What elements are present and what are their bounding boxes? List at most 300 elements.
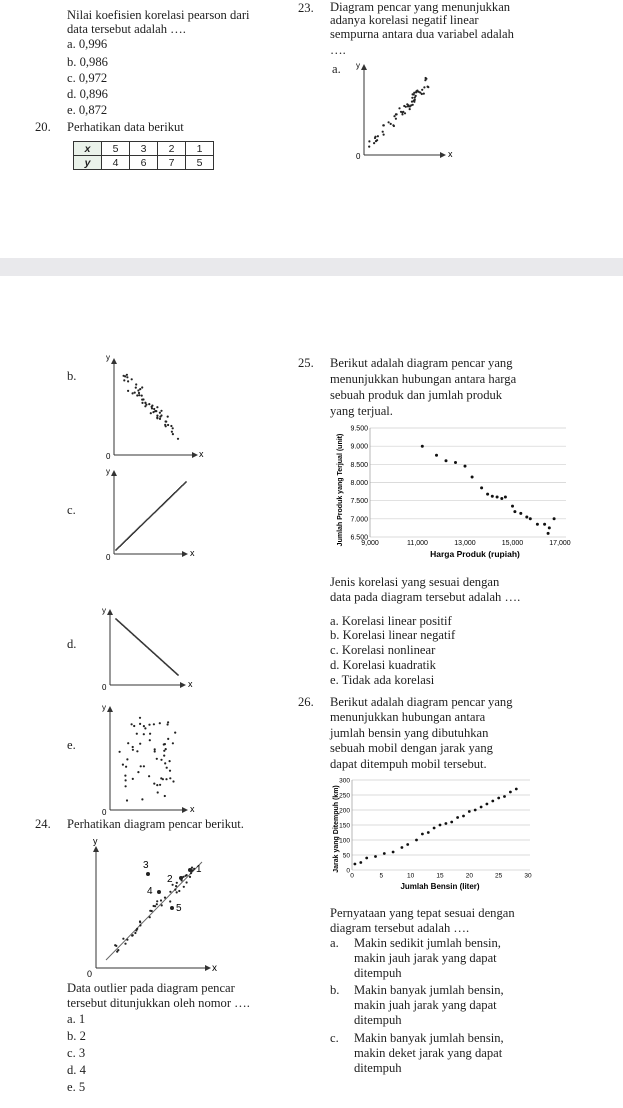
x-axis-arrow-icon xyxy=(182,551,188,557)
scatter-dot xyxy=(127,390,129,392)
q20-data-table xyxy=(73,141,214,170)
scatter-dot xyxy=(424,79,426,81)
x-tick-label: 0 xyxy=(350,872,354,880)
scatter-dot xyxy=(169,900,171,902)
point-label-4: 4 xyxy=(147,886,153,897)
q23-option-b[interactable]: b. xyxy=(67,369,77,383)
scatter-dot xyxy=(156,903,158,905)
scatter-dot xyxy=(411,101,413,103)
scatter-dot xyxy=(124,943,126,945)
y-axis-label: y xyxy=(102,606,106,615)
scatter-dot xyxy=(169,760,171,762)
scatter-dot xyxy=(149,916,151,918)
data-point xyxy=(509,791,512,794)
data-point xyxy=(511,505,514,508)
scatter-dot xyxy=(166,767,168,769)
scatter-dot xyxy=(164,795,166,797)
scatter-dot xyxy=(156,758,158,760)
data-point xyxy=(480,806,483,809)
scatter-dot xyxy=(149,739,151,741)
scatter-dot xyxy=(131,723,133,725)
scatter-dot xyxy=(190,872,192,874)
data-point xyxy=(529,517,532,520)
scatter-dot xyxy=(132,749,134,751)
q23-option-a-plot xyxy=(350,60,460,165)
scatter-dot xyxy=(159,416,161,418)
x-tick-label: 15,000 xyxy=(501,540,524,547)
scatter-dot xyxy=(139,743,141,745)
q24-text-line1: Data outlier pada diagram pencar xyxy=(67,981,235,995)
y-axis-arrow-icon xyxy=(111,470,117,476)
q20-number: 20. xyxy=(35,120,51,134)
scatter-dot xyxy=(138,392,140,394)
scatter-dot xyxy=(136,394,138,396)
scatter-dot xyxy=(177,438,179,440)
x-tick-label: 10 xyxy=(407,872,415,880)
y-axis-label: y xyxy=(93,836,98,846)
scatter-dot xyxy=(132,392,134,394)
scatter-dot xyxy=(122,764,124,766)
scatter-dot xyxy=(157,791,159,793)
q26-option-b-label[interactable]: b. xyxy=(330,983,340,997)
scatter-dot xyxy=(143,765,145,767)
data-point xyxy=(365,857,368,860)
scatter-dot xyxy=(137,771,139,773)
scatter-dot xyxy=(149,733,151,735)
q24-text-line2: tersebut ditunjukkan oleh nomor …. xyxy=(67,996,250,1010)
y-axis-arrow-icon xyxy=(107,706,113,712)
scatter-dot xyxy=(377,135,379,137)
table-cell: 5 xyxy=(186,156,214,170)
scatter-dot xyxy=(425,77,427,79)
scatter-dot xyxy=(176,891,178,893)
x-axis-label: x xyxy=(188,679,193,689)
scatter-dot xyxy=(141,386,143,388)
scatter-dot xyxy=(406,103,408,105)
scatter-dot xyxy=(383,134,385,136)
y-tick-label: 0 xyxy=(346,867,350,875)
scatter-dot xyxy=(368,140,370,142)
scatter-dot xyxy=(398,107,400,109)
scatter-dot xyxy=(178,890,180,892)
scatter-dot xyxy=(171,431,173,433)
y-tick-label: 100 xyxy=(339,837,350,845)
point-label-3: 3 xyxy=(143,860,149,871)
scatter-dot xyxy=(172,742,174,744)
x-tick-label: 20 xyxy=(465,872,473,880)
scatter-dot xyxy=(172,780,174,782)
scatter-dot xyxy=(174,732,176,734)
x-axis-label: x xyxy=(212,963,217,974)
scatter-dot xyxy=(135,387,137,389)
y-axis-arrow-icon xyxy=(361,64,367,70)
data-point xyxy=(500,497,503,500)
scatter-dot xyxy=(141,402,143,404)
scatter-dot xyxy=(159,784,161,786)
data-point xyxy=(491,800,494,803)
scatter-dot xyxy=(132,778,134,780)
table-cell: 7 xyxy=(158,156,186,170)
table-cell: 5 xyxy=(102,142,130,156)
scatter-dot xyxy=(177,674,179,676)
scatter-dot xyxy=(160,759,162,761)
scatter-dot xyxy=(161,904,163,906)
q25-question-line2: data pada diagram tersebut adalah …. xyxy=(330,590,521,604)
scatter-dot xyxy=(152,411,154,413)
x-tick-label: 11,000 xyxy=(407,540,428,547)
y-tick-label: 300 xyxy=(339,777,350,785)
scatter-dot xyxy=(156,417,158,419)
y-tick-label: 9.000 xyxy=(350,443,368,451)
y-tick-label: 6.500 xyxy=(350,534,368,542)
data-point xyxy=(445,822,448,825)
x-tick-label: 5 xyxy=(379,872,384,880)
scatter-dot xyxy=(126,939,128,941)
q26-option-a-line2[interactable]: makin jauh jarak yang dapat xyxy=(354,951,497,965)
scatter-dot xyxy=(148,403,150,405)
q26-option-a-label[interactable]: a. xyxy=(330,936,339,950)
y-tick-label: 8.000 xyxy=(350,480,368,487)
x-tick-label: 9,000 xyxy=(361,540,379,547)
data-point xyxy=(547,532,550,535)
q25-text-line4: yang terjual. xyxy=(330,404,393,418)
q19-option-b[interactable]: b. 0,986 xyxy=(67,55,108,69)
q24-option-e[interactable]: e. 5 xyxy=(67,1080,86,1094)
scatter-dot xyxy=(131,378,133,380)
scatter-dot xyxy=(393,125,395,127)
scatter-dot xyxy=(191,867,193,869)
page-separator xyxy=(0,258,623,276)
q19-option-d[interactable]: d. 0,896 xyxy=(67,87,108,101)
data-point xyxy=(536,523,539,526)
scatter-dot xyxy=(159,418,161,420)
table-header-y: y xyxy=(74,156,102,170)
scatter-dot xyxy=(156,406,158,408)
scatter-dot xyxy=(172,427,174,429)
scatter-dot xyxy=(153,723,155,725)
scatter-dot xyxy=(405,106,407,108)
x-tick-label: 25 xyxy=(495,872,503,880)
table-cell: 4 xyxy=(102,156,130,170)
table-cell: 3 xyxy=(130,142,158,156)
scatter-dot xyxy=(123,379,125,381)
scatter-dot xyxy=(141,798,143,800)
y-axis-label: y xyxy=(102,703,106,712)
origin-label: 0 xyxy=(106,452,111,461)
q26-text-line3: jumlah bensin yang dibutuhkan xyxy=(330,726,489,740)
point-label-5: 5 xyxy=(176,903,182,914)
y-axis-title: Jumlah Produk yang Terjual (unit) xyxy=(337,433,344,547)
scatter-dot xyxy=(141,395,143,397)
q25-option-a[interactable]: a. Korelasi linear positif xyxy=(330,614,452,628)
scatter-dot xyxy=(376,139,378,141)
data-point xyxy=(503,795,506,798)
scatter-dot xyxy=(155,410,157,412)
scatter-dot xyxy=(127,742,129,744)
data-point xyxy=(392,851,395,854)
scatter-dot xyxy=(125,779,127,781)
q23-option-e[interactable]: e. xyxy=(67,738,76,752)
scatter-dot xyxy=(165,778,167,780)
q23-text-line2: adanya korelasi negatif linear xyxy=(330,13,479,27)
scatter-dot xyxy=(122,938,124,940)
scatter-dot xyxy=(414,97,416,99)
scatter-dot xyxy=(409,105,411,107)
scatter-dot xyxy=(165,748,167,750)
q24-scatter-plot xyxy=(84,836,224,980)
scatter-dot xyxy=(160,899,162,901)
scatter-dot xyxy=(413,93,415,95)
q25-number: 25. xyxy=(298,356,314,370)
scatter-dot xyxy=(148,724,150,726)
trend-line xyxy=(106,862,202,960)
table-cell: 6 xyxy=(130,156,158,170)
x-axis-title: Jumlah Bensin (liter) xyxy=(400,882,480,891)
data-point xyxy=(480,486,483,489)
scatter-dot xyxy=(143,733,145,735)
q23-text-line4: …. xyxy=(330,43,346,57)
scatter-dot xyxy=(156,784,158,786)
q26-option-c-line2[interactable]: makin deket jarak yang dapat xyxy=(354,1046,503,1060)
data-point xyxy=(456,816,459,819)
scatter-dot xyxy=(159,412,161,414)
q26-question-line2: diagram tersebut adalah …. xyxy=(330,921,470,935)
scatter-dot xyxy=(427,86,429,88)
data-point xyxy=(445,459,448,462)
data-point xyxy=(354,863,357,866)
data-point xyxy=(427,831,430,834)
scatter-dot xyxy=(142,398,144,400)
q26-option-a-line3[interactable]: ditempuh xyxy=(354,966,402,980)
scatter-dot xyxy=(409,108,411,110)
x-axis-arrow-icon xyxy=(192,452,198,458)
scatter-dot xyxy=(151,407,153,409)
x-axis-label: x xyxy=(190,548,195,558)
x-tick-label: 13,000 xyxy=(454,540,476,547)
data-point xyxy=(468,810,471,813)
scatter-dot xyxy=(116,951,118,953)
q25-option-d[interactable]: d. Korelasi kuadratik xyxy=(330,658,436,672)
q26-option-b-line3[interactable]: ditempuh xyxy=(354,1013,402,1027)
x-tick-label: 17,000 xyxy=(549,540,571,547)
scatter-dot xyxy=(174,889,176,891)
data-point xyxy=(401,846,404,849)
scatter-dot xyxy=(119,751,121,753)
scatter-dot xyxy=(167,738,169,740)
scatter-dot xyxy=(413,101,415,103)
scatter-dot xyxy=(132,746,134,748)
y-axis-label: y xyxy=(106,353,110,362)
table-row xyxy=(74,142,214,156)
y-tick-label: 9.500 xyxy=(350,425,368,433)
q23-option-a[interactable]: a. xyxy=(332,62,341,76)
scatter-dot xyxy=(144,405,146,407)
origin-label: 0 xyxy=(87,969,93,979)
data-point xyxy=(486,803,489,806)
q19-option-e[interactable]: e. 0,872 xyxy=(67,103,108,117)
data-point xyxy=(421,445,424,448)
scatter-dot xyxy=(183,886,185,888)
scatter-dot xyxy=(136,750,138,752)
scatter-dot xyxy=(153,408,155,410)
y-tick-label: 8.500 xyxy=(350,461,368,469)
y-tick-label: 7.000 xyxy=(350,516,368,524)
table-cell: 1 xyxy=(186,142,214,156)
scatter-dot xyxy=(382,124,384,126)
data-point xyxy=(450,821,453,824)
data-point xyxy=(548,526,551,529)
scatter-dot xyxy=(414,99,416,101)
scatter-dot xyxy=(132,934,134,936)
q26-text-line1: Berikut adalah diagram pencar yang xyxy=(330,695,513,709)
scatter-dot xyxy=(186,881,188,883)
scatter-dot xyxy=(150,412,152,414)
scatter-dot xyxy=(114,944,116,946)
scatter-dot xyxy=(185,481,187,483)
q26-option-c-label[interactable]: c. xyxy=(330,1031,339,1045)
scatter-dot xyxy=(159,722,161,724)
scatter-dot xyxy=(126,374,128,376)
q25-chart xyxy=(330,420,570,560)
q19-option-a[interactable]: a. 0,996 xyxy=(67,37,108,51)
y-axis-title: Jarak yang Ditempuh (km) xyxy=(333,785,340,873)
scatter-dot xyxy=(382,131,384,133)
scatter-dot xyxy=(401,111,403,113)
q26-text-line4: sebuah mobil dengan jarak yang xyxy=(330,741,493,755)
y-axis-arrow-icon xyxy=(107,609,113,615)
scatter-dot xyxy=(127,380,129,382)
scatter-dot xyxy=(144,727,146,729)
q24-option-b[interactable]: b. 2 xyxy=(67,1029,86,1043)
x-axis-label: x xyxy=(190,804,195,814)
scatter-dot xyxy=(123,375,125,377)
q23-text-line3: sempurna antara dua variabel adalah xyxy=(330,27,514,41)
q23-option-e-plot xyxy=(96,702,206,817)
q25-option-c[interactable]: c. Korelasi nonlinear xyxy=(330,643,436,657)
q26-option-c-line1[interactable]: Makin banyak jumlah bensin, xyxy=(354,1031,504,1045)
data-point xyxy=(433,827,436,830)
scatter-dot xyxy=(176,882,178,884)
x-axis-arrow-icon xyxy=(205,965,211,971)
q23-option-b-plot xyxy=(100,353,210,463)
q26-question-line1: Pernyataan yang tepat sesuai dengan xyxy=(330,906,515,920)
scatter-dot xyxy=(139,388,141,390)
q23-option-d-plot xyxy=(96,605,206,693)
scatter-dot xyxy=(167,424,169,426)
point-label-2: 2 xyxy=(167,874,173,885)
x-axis-label: x xyxy=(199,449,204,459)
point-4 xyxy=(157,890,161,894)
data-point xyxy=(497,797,500,800)
q24-option-a[interactable]: a. 1 xyxy=(67,1012,86,1026)
x-axis-title: Harga Produk (rupiah) xyxy=(430,549,520,559)
q25-option-e[interactable]: e. Tidak ada korelasi xyxy=(330,673,435,687)
data-point xyxy=(519,512,522,515)
scatter-dot xyxy=(154,748,156,750)
y-tick-label: 150 xyxy=(339,822,350,830)
scatter-dot xyxy=(163,750,165,752)
point-3 xyxy=(146,872,150,876)
scatter-dot xyxy=(151,910,153,912)
scatter-dot xyxy=(137,389,139,391)
scatter-dot xyxy=(423,93,425,95)
scatter-dot xyxy=(163,755,165,757)
data-point xyxy=(454,461,457,464)
scatter-dot xyxy=(404,112,406,114)
scatter-dot xyxy=(165,425,167,427)
q26-option-a-line1[interactable]: Makin sedikit jumlah bensin, xyxy=(354,936,501,950)
q20-text: Perhatikan data berikut xyxy=(67,120,184,134)
scatter-dot xyxy=(167,721,169,723)
scatter-dot xyxy=(143,725,145,727)
scatter-dot xyxy=(140,765,142,767)
scatter-dot xyxy=(164,762,166,764)
data-point xyxy=(474,809,477,812)
table-header-x: x xyxy=(74,142,102,156)
q25-question-line1: Jenis korelasi yang sesuai dengan xyxy=(330,575,500,589)
q24-option-d[interactable]: d. 4 xyxy=(67,1063,86,1077)
scatter-dot xyxy=(160,777,162,779)
scatter-dot xyxy=(423,86,425,88)
scatter-dot xyxy=(165,420,167,422)
y-tick-label: 7.500 xyxy=(350,498,368,506)
q26-option-b-line1[interactable]: Makin banyak jumlah bensin, xyxy=(354,983,504,997)
x-tick-label: 15 xyxy=(436,872,444,880)
scatter-dot xyxy=(169,891,171,893)
x-tick-label: 30 xyxy=(524,872,532,880)
q19-text-line2: data tersebut adalah …. xyxy=(67,22,186,36)
q24-text: Perhatikan diagram pencar berikut. xyxy=(67,817,244,831)
q19-option-c[interactable]: c. 0,972 xyxy=(67,71,108,85)
q26-text-line5: dapat ditempuh mobil tersebut. xyxy=(330,757,487,771)
q25-text-line2: menunjukkan hubungan antara harga xyxy=(330,372,517,386)
q25-option-b[interactable]: b. Korelasi linear negatif xyxy=(330,628,456,642)
scatter-dot xyxy=(126,799,128,801)
q23-option-d[interactable]: d. xyxy=(67,637,77,651)
x-axis-arrow-icon xyxy=(182,807,188,813)
scatter-dot xyxy=(138,394,140,396)
data-point xyxy=(406,843,409,846)
q26-option-c-line3[interactable]: ditempuh xyxy=(354,1061,402,1075)
data-point xyxy=(383,852,386,855)
q23-number: 23. xyxy=(298,1,314,15)
q24-option-c[interactable]: c. 3 xyxy=(67,1046,86,1060)
data-point xyxy=(359,861,362,864)
data-point xyxy=(553,517,556,520)
scatter-dot xyxy=(163,743,165,745)
scatter-dot xyxy=(388,121,390,123)
data-point xyxy=(374,855,377,858)
scatter-dot xyxy=(154,750,156,752)
scatter-dot xyxy=(374,137,376,139)
scatter-dot xyxy=(407,105,409,107)
scatter-dot xyxy=(139,723,141,725)
scatter-dot xyxy=(139,921,141,923)
scatter-dot xyxy=(156,900,158,902)
q26-option-b-line2[interactable]: makin juah jarak yang dapat xyxy=(354,998,497,1012)
x-axis-arrow-icon xyxy=(440,152,446,158)
q23-text-line1: Diagram pencar yang menunjukkan xyxy=(330,0,511,14)
y-tick-label: 200 xyxy=(339,807,350,815)
point-5 xyxy=(170,906,174,910)
scatter-dot xyxy=(167,723,169,725)
scatter-dot xyxy=(139,924,141,926)
scatter-dot xyxy=(153,905,155,907)
y-axis-arrow-icon xyxy=(93,846,99,852)
scatter-dot xyxy=(125,766,127,768)
scatter-dot xyxy=(169,777,171,779)
q23-option-c[interactable]: c. xyxy=(67,503,76,517)
